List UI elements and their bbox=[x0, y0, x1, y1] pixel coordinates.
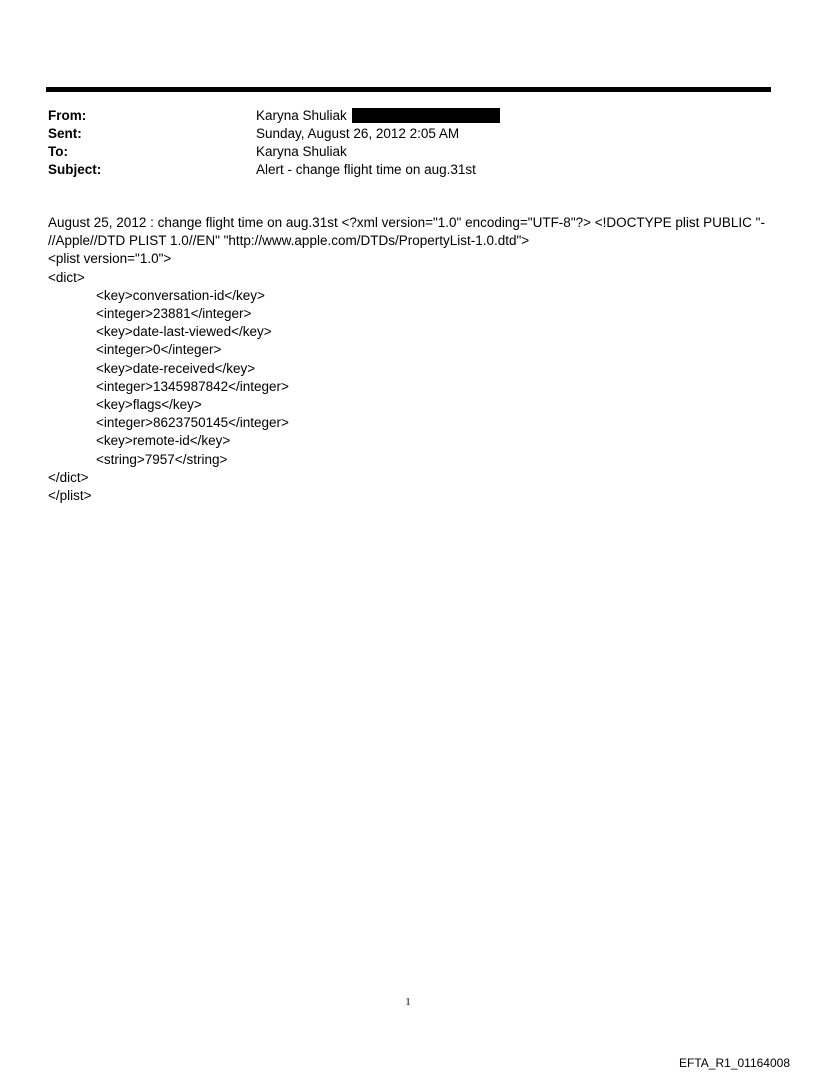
plist-entry: <integer>0</integer> bbox=[96, 342, 222, 358]
from-value bbox=[256, 107, 500, 125]
from-name: Karyna Shuliak bbox=[256, 108, 347, 123]
plist-entry: <key>conversation-id</key> bbox=[96, 287, 265, 303]
plist-entry: <integer>1345987842</integer> bbox=[96, 378, 289, 394]
dict-open-tag: <dict> bbox=[48, 269, 85, 285]
sent-label: Sent: bbox=[48, 126, 82, 141]
sent-row bbox=[48, 125, 768, 143]
to-value: Karyna Shuliak bbox=[256, 144, 347, 159]
plist-close-tag: </plist> bbox=[48, 488, 92, 504]
document-id: EFTA_R1_01164008 bbox=[679, 1056, 790, 1070]
to-label: To: bbox=[48, 144, 68, 159]
header-divider bbox=[46, 87, 771, 92]
plist-entry: <key>remote-id</key> bbox=[96, 433, 231, 449]
email-header bbox=[48, 107, 768, 179]
sent-value: Sunday, August 26, 2012 2:05 AM bbox=[256, 126, 460, 141]
body-intro-line-2: //Apple//DTD PLIST 1.0//EN" "http://www.apple.com/DTDs/PropertyList-1.0.dtd"> bbox=[48, 233, 530, 249]
plist-entry: <string>7957</string> bbox=[96, 451, 228, 467]
body-intro-line-1: August 25, 2012 : change flight time on aug.31st <?xml version="1.0" encoding="UTF-8"?> <!DOCTYPE plist PUBLIC "- bbox=[48, 215, 765, 230]
plist-entry: <key>date-received</key> bbox=[96, 360, 256, 376]
email-body bbox=[48, 214, 770, 505]
to-row bbox=[48, 143, 768, 161]
page-number: 1 bbox=[405, 996, 411, 1008]
dict-close-tag: </dict> bbox=[48, 469, 89, 485]
plist-entry: <integer>23881</integer> bbox=[96, 306, 252, 322]
plist-entry: <key>date-last-viewed</key> bbox=[96, 324, 272, 340]
redaction-bar bbox=[352, 108, 500, 123]
subject-label: Subject: bbox=[48, 162, 102, 177]
subject-row bbox=[48, 161, 768, 179]
from-row bbox=[48, 107, 768, 125]
plist-entry: <integer>8623750145</integer> bbox=[96, 415, 289, 431]
plist-entry: <key>flags</key> bbox=[96, 397, 202, 413]
subject-value: Alert - change flight time on aug.31st bbox=[256, 162, 476, 177]
plist-open-tag: <plist version="1.0"> bbox=[48, 251, 172, 267]
from-label: From: bbox=[48, 108, 87, 123]
